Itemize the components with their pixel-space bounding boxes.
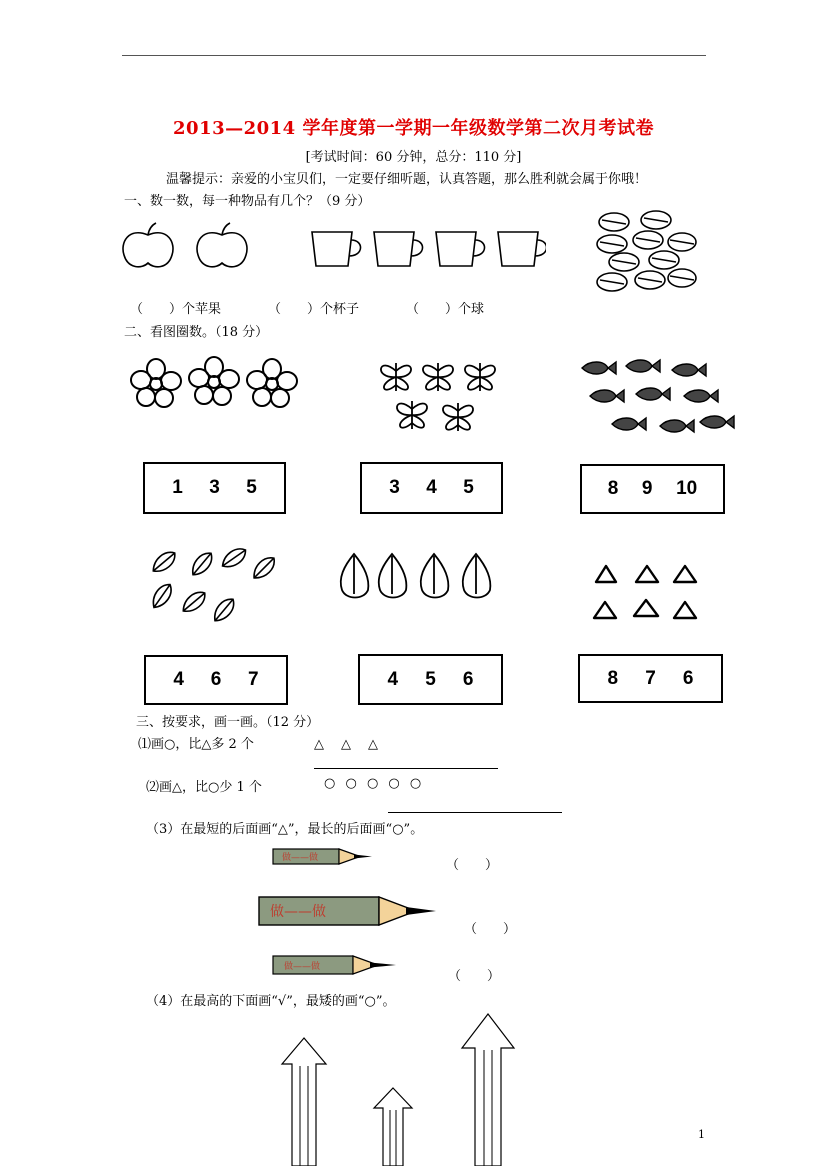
pencil-label: 做——做 xyxy=(270,904,326,920)
ball-answer[interactable]: （ ）个球 xyxy=(406,302,485,317)
pencil-label: 做——做 xyxy=(284,962,321,972)
apple-answer[interactable]: （ ）个苹果 xyxy=(130,302,222,317)
pears-illustration xyxy=(336,548,496,604)
q2-circles: ○ ○ ○ ○ ○ xyxy=(324,776,425,791)
medium-pencil xyxy=(272,954,402,976)
number-box-leaves xyxy=(144,655,288,705)
long-pencil xyxy=(258,894,438,928)
q3-text: （3）在最短的后面画“△”，最长的后面画“○”。 xyxy=(146,822,424,837)
number-box-butterflies xyxy=(360,462,503,514)
balls-illustration xyxy=(592,208,700,294)
arrow-short xyxy=(372,1086,414,1166)
number-option[interactable]: 8 xyxy=(607,667,619,689)
q2-answer-line[interactable] xyxy=(388,812,562,813)
cups-illustration xyxy=(306,228,546,272)
short-pencil xyxy=(272,847,376,867)
q1-text: ⑴画○，比△多 2 个 xyxy=(138,737,254,752)
number-option[interactable]: 9 xyxy=(641,478,653,499)
q1-triangles: △ △ △ xyxy=(314,737,380,752)
section1-heading: 一、数一数，每一种物品有几个？（9 分） xyxy=(124,194,371,209)
arrow-tall xyxy=(460,1012,516,1166)
number-option[interactable]: 7 xyxy=(248,669,259,690)
q1-answer-line[interactable] xyxy=(314,768,498,769)
fish-illustration xyxy=(574,352,740,444)
long-pencil-answer[interactable]: （ ） xyxy=(464,922,517,937)
number-option[interactable]: 5 xyxy=(425,668,436,690)
number-option[interactable]: 5 xyxy=(246,477,257,498)
medium-pencil-answer[interactable]: （ ） xyxy=(448,969,501,984)
number-option[interactable]: 6 xyxy=(462,668,474,690)
number-option[interactable]: 8 xyxy=(607,478,619,499)
number-option[interactable]: 3 xyxy=(209,477,220,498)
number-option[interactable]: 6 xyxy=(210,669,222,690)
tip-text: 温馨提示：亲爱的小宝贝们，一定要仔细听题，认真答题，那么胜利就会属于你哦！ xyxy=(166,172,648,187)
header-rule xyxy=(122,55,706,56)
page-number: 1 xyxy=(698,1128,705,1141)
apples-illustration xyxy=(118,215,258,275)
number-option[interactable]: 10 xyxy=(676,478,698,499)
number-option[interactable]: 3 xyxy=(389,477,400,498)
leaves-illustration xyxy=(142,540,282,642)
number-box-pears xyxy=(358,654,503,705)
section3-heading: 三、按要求，画一画。（12 分） xyxy=(136,715,320,730)
flowers-illustration xyxy=(128,352,300,414)
number-option[interactable]: 4 xyxy=(387,668,399,690)
triangles-illustration xyxy=(590,562,702,624)
number-option[interactable]: 5 xyxy=(463,477,474,498)
number-option[interactable]: 1 xyxy=(172,477,183,498)
number-option[interactable]: 4 xyxy=(426,477,437,498)
exam-title: 2013—2014 学年度第一学期一年级数学第二次月考试卷 xyxy=(173,118,654,139)
arrow-medium xyxy=(280,1036,328,1166)
number-box-flowers xyxy=(143,462,286,514)
cup-answer[interactable]: （ ）个杯子 xyxy=(268,302,360,317)
number-option[interactable]: 6 xyxy=(682,667,694,689)
number-box-fish xyxy=(580,464,725,514)
pencil-label: 做——做 xyxy=(282,853,319,863)
q2-text: ⑵画△，比○少 1 个 xyxy=(146,780,262,795)
number-box-triangles xyxy=(578,654,723,703)
number-option[interactable]: 7 xyxy=(645,667,656,689)
exam-info: [考试时间：60 分钟，总分：110 分] xyxy=(305,150,522,165)
number-option[interactable]: 4 xyxy=(173,669,184,690)
short-pencil-answer[interactable]: （ ） xyxy=(446,858,499,873)
section2-heading: 二、看图圈数。（18 分） xyxy=(124,325,269,340)
q4-text: （4）在最高的下面画“√”，最矮的画“○”。 xyxy=(146,994,396,1009)
butterflies-illustration xyxy=(372,355,504,439)
